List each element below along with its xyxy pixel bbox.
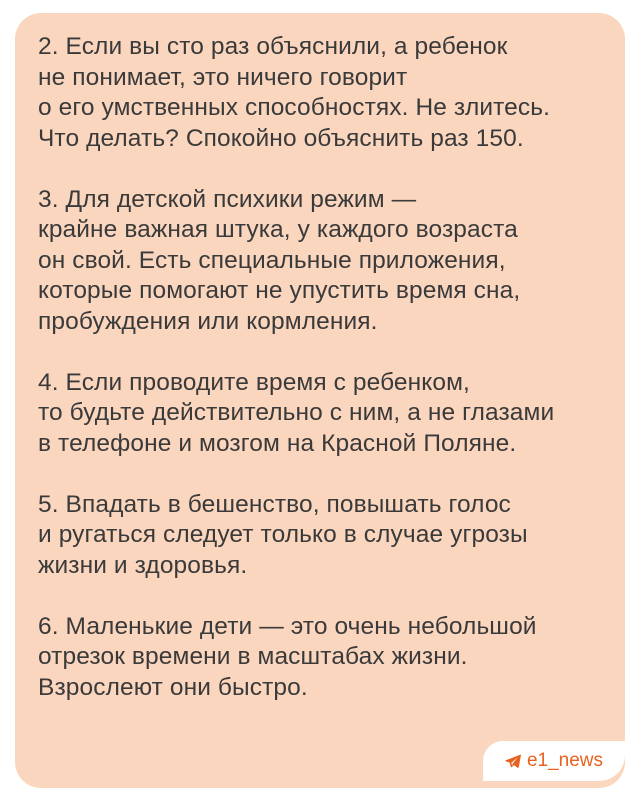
telegram-icon bbox=[505, 754, 521, 768]
paragraph-item-5 bbox=[38, 490, 608, 582]
text-line: в телефоне и мозгом на Красной Поляне. bbox=[38, 429, 517, 457]
text-line: Взрослеют они быстро. bbox=[38, 673, 308, 701]
paragraph-item-4 bbox=[38, 368, 608, 460]
article-text bbox=[38, 32, 608, 734]
text-line: которые помогают не упустить время сна, bbox=[38, 277, 521, 304]
text-line: 6. Маленькие дети — это очень небольшой bbox=[38, 612, 537, 640]
paragraph-item-6 bbox=[38, 612, 608, 704]
paragraph-item-2 bbox=[38, 32, 608, 154]
text-line: отрезок времени в масштабах жизни. bbox=[38, 643, 468, 670]
channel-badge[interactable] bbox=[483, 741, 625, 781]
text-line: он свой. Есть специальные приложения, bbox=[38, 246, 506, 274]
channel-name: e1_news bbox=[526, 750, 604, 771]
text-line: пробуждения или кормления. bbox=[38, 307, 378, 335]
text-line: Что делать? Спокойно объяснить раз 150. bbox=[38, 124, 524, 152]
text-line: и ругаться следует только в случае угрозы bbox=[38, 521, 528, 548]
text-line: 4. Если проводите время с ребенком, bbox=[38, 368, 470, 396]
paragraph-item-3 bbox=[38, 185, 608, 338]
text-line: крайне важная штука, у каждого возраста bbox=[38, 216, 518, 243]
text-line: 2. Если вы сто раз объяснили, а ребенок bbox=[38, 33, 508, 60]
text-line: 5. Впадать в бешенство, повышать голос bbox=[38, 490, 511, 518]
text-line: 3. Для детской психики режим — bbox=[38, 185, 417, 213]
text-line: жизни и здоровья. bbox=[38, 551, 248, 579]
text-line: то будьте действительно с ним, а не глазами bbox=[38, 399, 555, 426]
text-line: о его умственных способностях. Не злитесь. bbox=[38, 94, 551, 121]
text-line: не понимает, это ничего говорит bbox=[38, 63, 408, 91]
